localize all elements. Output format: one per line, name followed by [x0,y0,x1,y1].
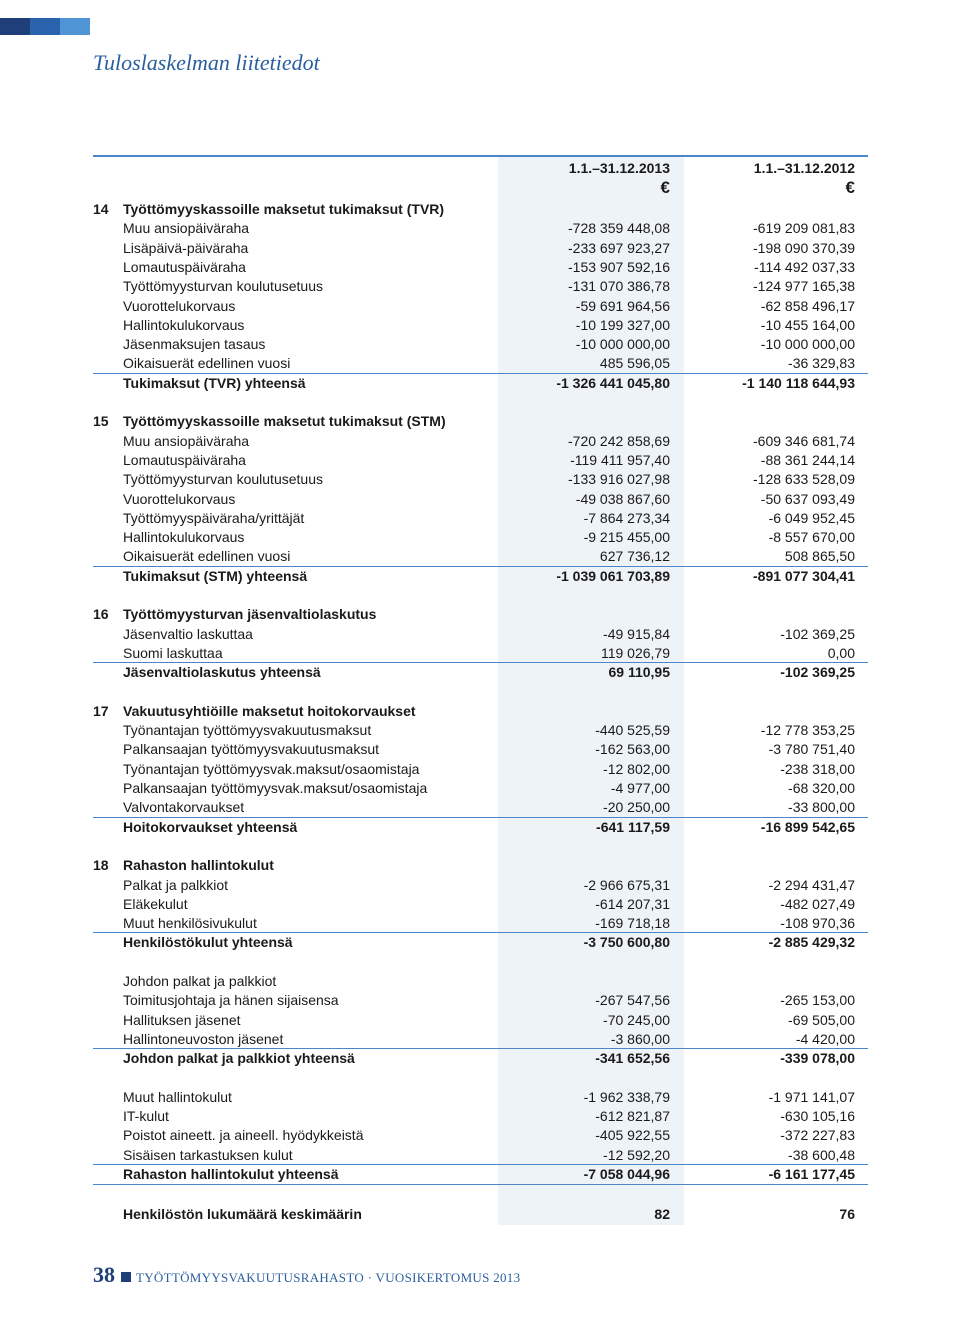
row-label: Palkansaajan työttömyysvakuutusmaksut [123,741,380,758]
value-2012: -2 885 429,32 [768,934,855,951]
color-block-dark [0,18,30,35]
value-2013: -9 215 455,00 [583,529,670,546]
value-2013: -2 966 675,31 [583,876,670,893]
subtotal-rule [93,1184,868,1185]
table-row [93,914,868,933]
value-2012: -198 090 370,39 [753,239,855,256]
value-2013: -20 250,00 [603,799,670,816]
value-2012: 0,00 [827,644,855,661]
subsection-heading [93,972,868,991]
total-row [93,663,868,682]
value-2013: 69 110,95 [608,664,670,681]
value-2013: -4 977,00 [610,780,670,796]
row-label: IT-kulut [123,1108,169,1125]
table-row [93,316,868,335]
value-2012: -482 027,49 [780,895,855,912]
value-2012: -2 294 431,47 [768,876,855,893]
table-row [93,451,868,470]
row-label: Henkilöstön lukumäärä keskimäärin [123,1205,362,1222]
table-row [93,721,868,740]
table-row [93,740,868,759]
row-label: Jäsenvaltio laskuttaa [123,625,253,642]
value-2012: -4 420,00 [795,1030,855,1047]
value-2013: -1 326 441 045,80 [556,374,670,391]
section-heading [93,200,868,219]
row-label: Oikaisuerät edellinen vuosi [123,548,291,565]
section-number: 14 [93,201,109,217]
table-row [93,1088,868,1107]
value-2013: -119 411 957,40 [570,451,670,468]
row-label: Tukimaksut (STM) yhteensä [123,567,308,584]
value-2013: -641 117,59 [596,818,670,835]
row-label: Työttömyysturvan jäsenvaltiolaskutus [123,606,377,623]
value-2013: -133 916 027,98 [568,471,670,488]
publication-name: TYÖTTÖMYYSVAKUUTUSRAHASTO · VUOSIKERTOMUS 2013 [136,1270,521,1285]
value-2012: -124 977 165,38 [753,278,855,295]
value-2012: -10 000 000,00 [760,336,855,353]
page-footer [93,1262,520,1288]
value-2013: -131 070 386,78 [568,278,670,295]
row-label: Sisäisen tarkastuksen kulut [123,1146,293,1163]
value-2012: -68 320,00 [788,780,855,796]
row-label: Rahaston hallintokulut [123,857,274,874]
value-2013: -10 199 327,00 [575,316,670,333]
row-label: Työttömyyspäiväraha/yrittäjät [123,509,305,526]
value-2012: -38 600,48 [788,1146,855,1163]
value-2013: -7 058 044,96 [583,1166,670,1182]
value-2012: -238 318,00 [780,760,855,777]
table-row [93,798,868,817]
table-row [93,470,868,489]
value-2013: -12 802,00 [603,760,670,777]
table-row [93,779,868,798]
value-2012: -62 858 496,17 [760,297,855,314]
value-2013: -3 860,00 [610,1030,670,1047]
value-2012: -108 970,36 [780,915,855,932]
value-2012: -3 780 751,40 [768,741,855,758]
value-2013: -49 915,84 [603,625,670,642]
total-row [93,374,868,393]
row-label: Hallintoneuvoston jäsenet [123,1030,284,1047]
section-heading [93,605,868,624]
value-2012: -12 778 353,25 [760,722,855,739]
row-label: Tukimaksut (TVR) yhteensä [123,374,306,391]
value-2013: -612 821,87 [595,1108,670,1125]
value-2013: -614 207,31 [595,895,670,912]
value-2012: 76 [839,1205,855,1222]
table-row [93,297,868,316]
value-2013: -341 652,56 [595,1050,670,1067]
table-row [93,644,868,663]
value-2013: -169 718,18 [595,915,670,932]
row-label: Lomautuspäiväraha [123,451,246,468]
row-label: Toimitusjohtaja ja hänen sijaisensa [123,992,339,1009]
table-row [93,354,868,373]
page-number: 38 [93,1262,115,1287]
table-row [93,528,868,547]
page-title: Tuloslaskelman liitetiedot [93,50,320,75]
table-row [93,1011,868,1030]
header-color-bar [0,18,90,35]
table-row [93,509,868,528]
value-2013: -1 039 061 703,89 [556,567,670,584]
headcount-row [93,1205,868,1224]
row-label: Muut hallintokulut [123,1088,232,1105]
row-label: Jäsenmaksujen tasaus [123,336,266,353]
value-2012: -69 505,00 [788,1011,855,1028]
row-label: Vuorottelukorvaus [123,297,236,314]
row-label: Lomautuspäiväraha [123,258,246,275]
row-label: Muu ansiopäiväraha [123,220,250,237]
value-2012: -114 492 037,33 [754,258,855,275]
table-row [93,277,868,296]
table-row [93,547,868,566]
total-row [93,567,868,586]
table-row [93,991,868,1010]
color-block-mid [30,18,60,35]
value-2012: -8 557 670,00 [768,529,855,546]
row-label: Poistot aineett. ja aineell. hyödykkeistä [123,1127,364,1144]
currency-2013: € [660,178,670,197]
value-2012: -6 161 177,45 [768,1166,855,1182]
table-top-rule [93,155,868,157]
row-label: Työnantajan työttömyysvakuutusmaksut [123,722,372,739]
row-label: Johdon palkat ja palkkiot [123,973,277,989]
table-row [93,1126,868,1145]
value-2012: -102 369,25 [780,664,855,681]
section-number: 16 [93,606,109,623]
table-row [93,432,868,451]
value-2013: -7 864 273,34 [583,509,670,526]
section-heading [93,702,868,721]
row-label: Hallituksen jäsenet [123,1011,241,1028]
value-2012: -619 209 081,83 [753,220,855,237]
row-label: Palkansaajan työttömyysvak.maksut/osaomistaja [123,780,428,796]
value-2012: -1 140 118 644,93 [742,374,855,391]
row-label: Työttömyysturvan koulutusetuus [123,278,323,295]
value-2013: -728 359 448,08 [568,220,670,237]
total-row [93,818,868,837]
value-2013: -59 691 964,56 [575,297,670,314]
row-label: Hoitokorvaukset yhteensä [123,818,298,835]
row-label: Työttömyyskassoille maksetut tukimaksut (TVR) [123,201,445,217]
value-2012: -36 329,83 [788,355,855,372]
value-2013: -1 962 338,79 [583,1088,670,1105]
row-label: Henkilöstökulut yhteensä [123,934,293,951]
row-label: Työttömyysturvan koulutusetuus [123,471,323,488]
value-2012: -630 105,16 [780,1108,855,1125]
row-label: Vuorottelukorvaus [123,490,236,507]
table-row [93,876,868,895]
period-2012-header: 1.1.–31.12.2012 [753,160,855,176]
table-row [93,1146,868,1165]
value-2013: -267 547,56 [595,992,670,1009]
value-2013: -12 592,20 [603,1146,670,1163]
value-2013: -49 038 867,60 [575,490,670,507]
row-label: Johdon palkat ja palkkiot yhteensä [123,1050,355,1067]
table-row [93,335,868,354]
value-2012: -6 049 952,45 [768,509,855,526]
value-2013: 119 026,79 [600,644,670,661]
row-label: Hallintokulukorvaus [123,316,245,333]
table-row [93,258,868,277]
value-2013: -720 242 858,69 [568,432,670,449]
table-row [93,625,868,644]
value-2012: -16 899 542,65 [760,818,855,835]
row-label: Hallintokulukorvaus [123,529,245,546]
row-label: Muut henkilösivukulut [123,915,257,932]
value-2013: -3 750 600,80 [583,934,670,951]
row-label: Suomi laskuttaa [123,644,223,661]
value-2012: -265 153,00 [780,992,855,1009]
value-2012: -102 369,25 [780,625,855,642]
value-2012: -128 633 528,09 [753,471,855,488]
table-row [93,895,868,914]
value-2012: -891 077 304,41 [753,567,855,584]
value-2013: -162 563,00 [595,741,670,758]
value-2013: -70 245,00 [603,1011,670,1028]
row-label: Vakuutusyhtiöille maksetut hoitokorvaukset [123,702,416,719]
value-2012: -372 227,83 [780,1127,855,1144]
section-number: 18 [93,857,109,874]
section-number: 15 [93,413,109,430]
total-row [93,1165,868,1184]
value-2013: 627 736,12 [599,548,670,565]
period-2013-header: 1.1.–31.12.2013 [568,160,670,176]
value-2013: -405 922,55 [595,1127,670,1144]
value-2012: -609 346 681,74 [753,432,855,449]
row-label: Muu ansiopäiväraha [123,432,250,449]
section-number: 17 [93,702,109,719]
table-row [93,239,868,258]
row-label: Valvontakorvaukset [123,799,245,816]
section-heading [93,412,868,431]
row-label: Työttömyyskassoille maksetut tukimaksut (STM) [123,413,446,430]
footer-square-icon [121,1272,131,1282]
value-2012: -33 800,00 [788,799,855,816]
row-label: Rahaston hallintokulut yhteensä [123,1166,339,1182]
row-label: Palkat ja palkkiot [123,876,229,893]
total-row [93,1049,868,1068]
value-2013: 82 [654,1205,670,1222]
value-2013: 485 596,05 [599,355,670,372]
value-2013: -10 000 000,00 [575,336,670,353]
table-row [93,1030,868,1049]
color-block-light [60,18,90,35]
value-2012: -88 361 244,14 [760,451,855,468]
value-2012: -50 637 093,49 [760,490,855,507]
currency-2012: € [845,178,855,197]
table-row [93,760,868,779]
value-2012: -339 078,00 [780,1050,855,1067]
row-label: Oikaisuerät edellinen vuosi [123,355,291,372]
value-2012: -10 455 164,00 [760,316,855,333]
table-row [93,490,868,509]
total-row [93,933,868,952]
value-2012: -1 971 141,07 [768,1088,855,1105]
value-2013: -153 907 592,16 [568,258,670,275]
row-label: Jäsenvaltiolaskutus yhteensä [123,664,321,681]
row-label: Työnantajan työttömyysvak.maksut/osaomistaja [123,760,420,777]
value-2013: -233 697 923,27 [568,239,670,256]
table-row [93,1107,868,1126]
row-label: Lisäpäivä-päiväraha [123,239,249,256]
row-label: Eläkekulut [123,895,188,912]
value-2013: -440 525,59 [595,722,670,739]
table-row [93,219,868,238]
value-2012: 508 865,50 [784,548,855,565]
section-heading [93,856,868,875]
